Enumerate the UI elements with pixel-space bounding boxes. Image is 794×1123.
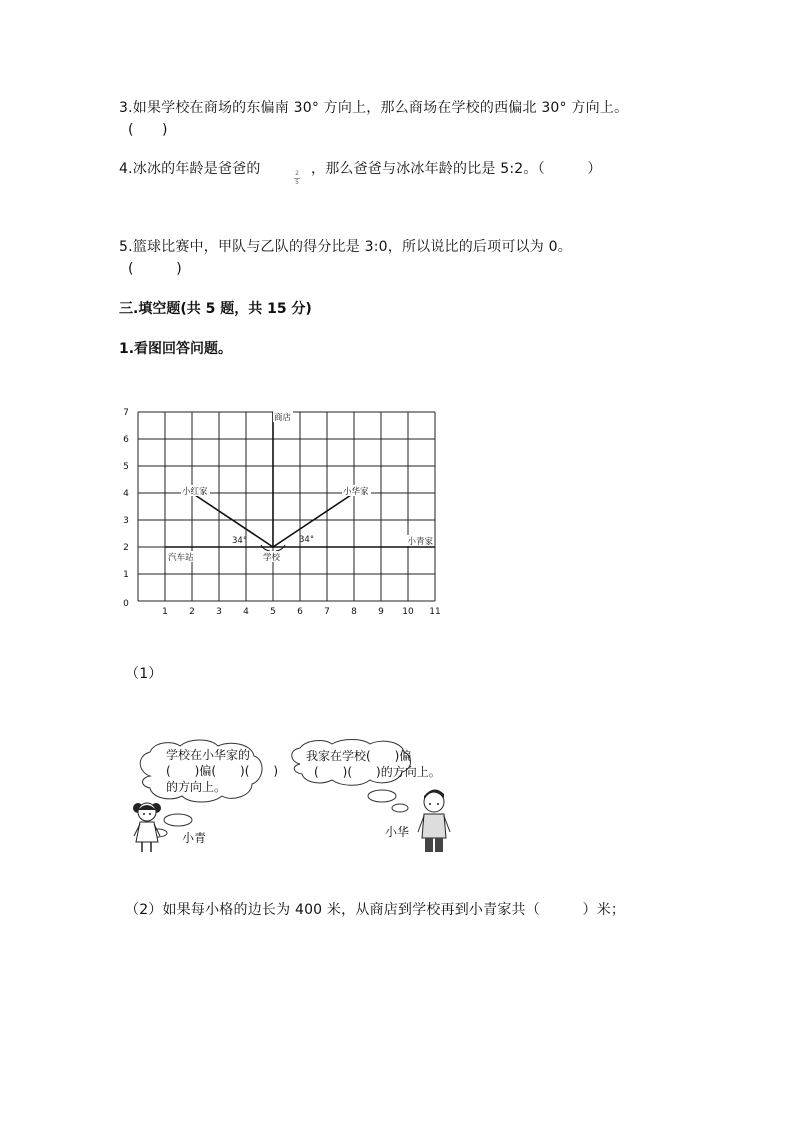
place-label-station: 汽车站 (168, 553, 194, 563)
question-4-text-after: ，那么爸爸与冰冰年龄的比是 5:2。（ ） (311, 161, 602, 177)
girl-name-label: 小青 (182, 831, 207, 845)
left-bubble-line-2: ( )偏( )( ) (166, 764, 279, 778)
direction-grid-map (112, 405, 442, 620)
right-thought-puff-1 (368, 790, 396, 802)
y-tick-label: 6 (123, 435, 129, 445)
x-tick-label: 5 (270, 607, 276, 617)
x-tick-label: 11 (429, 607, 441, 617)
left-bubble-line-3: 的方向上。 (166, 780, 227, 794)
left-bubble-line-1: 学校在小华家的 (166, 748, 251, 762)
place-label-xiaohong: 小红家 (182, 487, 208, 497)
girl-xiaoqing-figure (133, 803, 161, 852)
place-label-xiaohua: 小华家 (343, 487, 369, 497)
question-4-fraction (292, 170, 302, 187)
x-tick-label: 3 (216, 607, 222, 617)
place-label-school: 学校 (263, 553, 281, 563)
y-axis-ticks (123, 408, 129, 609)
x-tick-label: 6 (297, 607, 303, 617)
part-1-label: （1） (125, 666, 163, 682)
section-3-title: 三.填空题(共 5 题，共 15 分) (119, 301, 312, 317)
x-axis-ticks (162, 607, 441, 617)
angle-arc-right (276, 545, 285, 551)
question-5-text: 5.篮球比赛中，甲队与乙队的得分比是 3:0，所以说比的后项可以为 0。 (119, 239, 572, 255)
x-tick-label: 4 (243, 607, 249, 617)
left-thought-puff-1 (164, 814, 192, 826)
x-tick-label: 9 (378, 607, 384, 617)
place-label-xiaoqing: 小青家 (407, 537, 433, 547)
question-5-answer-blank[interactable]: ( ) (128, 261, 182, 277)
angle-label-left: 34° (232, 536, 248, 546)
right-bubble-line-2: ( )( )的方向上。 (314, 765, 441, 779)
part-2-question: （2）如果每小格的边长为 400 米，从商店到学校再到小青家共（ ）米； (125, 902, 626, 918)
boy-xiaohua-figure (418, 789, 450, 852)
question-3-answer-blank[interactable]: ( ) (128, 122, 168, 138)
question-3-text: 3.如果学校在商场的东偏南 30° 方向上，那么商场在学校的西偏北 30° 方向上。 (119, 100, 629, 116)
grid-lines (138, 412, 435, 601)
x-tick-label: 7 (324, 607, 330, 617)
y-tick-label: 3 (123, 516, 129, 526)
x-tick-label: 1 (162, 607, 168, 617)
x-tick-label: 10 (402, 607, 414, 617)
fill-question-1-title: 1.看图回答问题。 (119, 341, 233, 357)
y-tick-label: 4 (123, 489, 129, 499)
fraction-denominator: 5 (295, 179, 299, 186)
right-thought-puff-2 (392, 804, 408, 812)
question-4-text-before: 4.冰冰的年龄是爸爸的 (119, 161, 261, 177)
y-tick-label: 2 (123, 543, 129, 553)
x-tick-label: 2 (189, 607, 195, 617)
angle-arc-left (261, 545, 270, 551)
y-tick-label: 1 (123, 570, 129, 580)
y-tick-label: 0 (123, 599, 129, 609)
dialogue-scene (128, 738, 458, 863)
boy-name-label: 小华 (385, 825, 410, 839)
x-tick-label: 8 (351, 607, 357, 617)
y-tick-label: 7 (123, 408, 129, 418)
fraction-numerator: 2 (295, 170, 299, 177)
right-bubble-line-1: 我家在学校( )偏 (306, 749, 412, 763)
angle-label-right: 34° (299, 535, 315, 545)
y-tick-label: 5 (123, 462, 129, 472)
place-label-shop: 商店 (274, 413, 292, 424)
